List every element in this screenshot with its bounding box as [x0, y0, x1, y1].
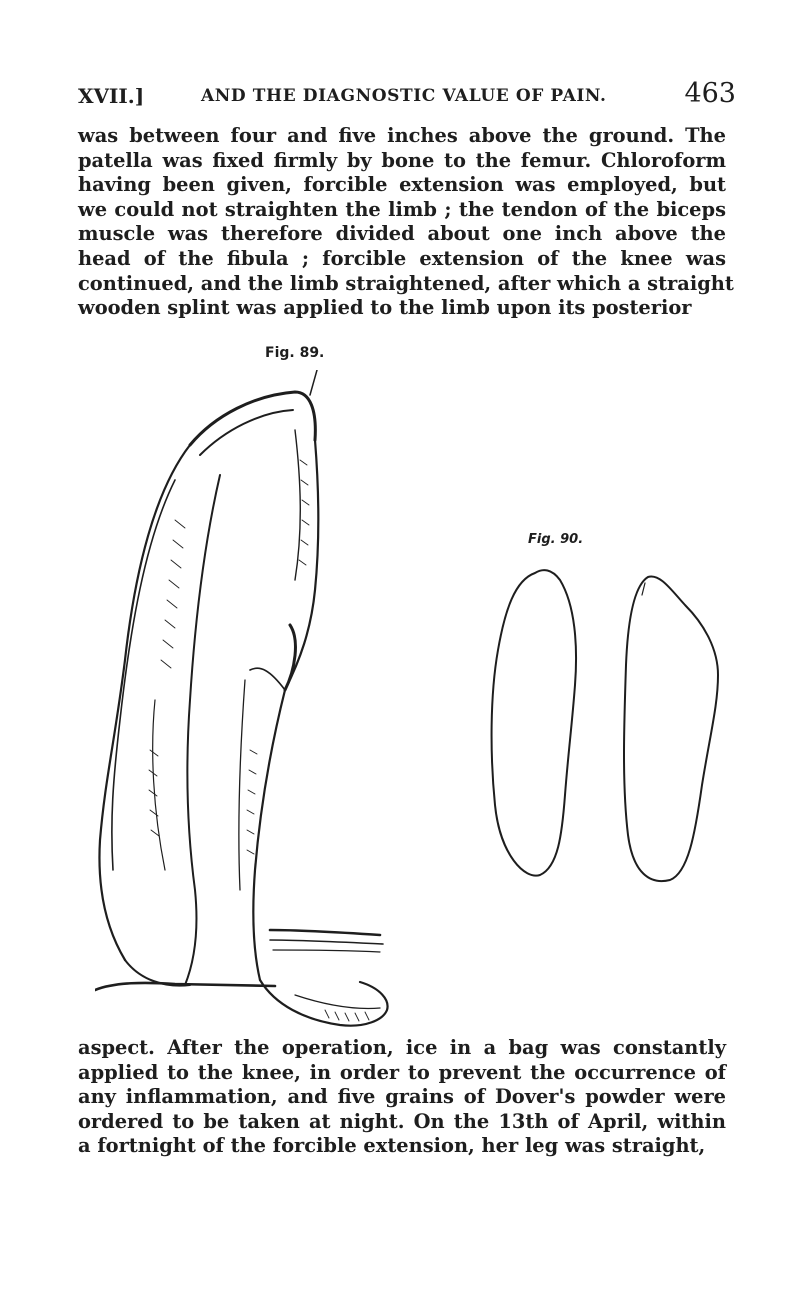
figure-90-sole-outlines	[480, 555, 730, 915]
text-line: muscle was therefore divided about one inch above the	[78, 222, 726, 246]
text-line: a fortnight of the forcible extension, her leg was straight,	[78, 1134, 706, 1158]
figure-89-caption: Fig. 89.	[265, 345, 325, 361]
text-line: head of the fibula ; forcible extension of the knee was	[78, 246, 726, 270]
figure-90-caption: Fig. 90.	[528, 532, 584, 547]
text-line: having been given, forcible extension was employed, but	[78, 173, 726, 197]
text-line: applied to the knee, in order to prevent the occurrence of	[78, 1060, 726, 1084]
paragraph-1	[78, 124, 734, 321]
figure-89-leg-illustration	[95, 370, 430, 1040]
chapter-marker: XVII.]	[78, 84, 145, 108]
text-line: aspect. After the operation, ice in a bag was constantly	[78, 1036, 726, 1059]
running-head	[78, 78, 736, 112]
paragraph-2	[78, 1036, 726, 1159]
page-number: 463	[684, 78, 736, 109]
text-line: any inflammation, and five grains of Dover's powder were	[78, 1085, 726, 1109]
text-line: continued, and the limb straightened, after which a straight	[78, 271, 734, 295]
text-line: we could not straighten the limb ; the tendon of the biceps	[78, 197, 726, 221]
text-line: was between four and five inches above the ground. The	[78, 124, 726, 147]
text-line: wooden splint was applied to the limb upon its posterior	[78, 296, 692, 320]
text-line: patella was fixed firmly by bone to the femur. Chloroform	[78, 148, 726, 172]
text-line: ordered to be taken at night. On the 13th of April, within	[78, 1109, 726, 1133]
running-title: AND THE DIAGNOSTIC VALUE OF PAIN.	[201, 86, 607, 106]
